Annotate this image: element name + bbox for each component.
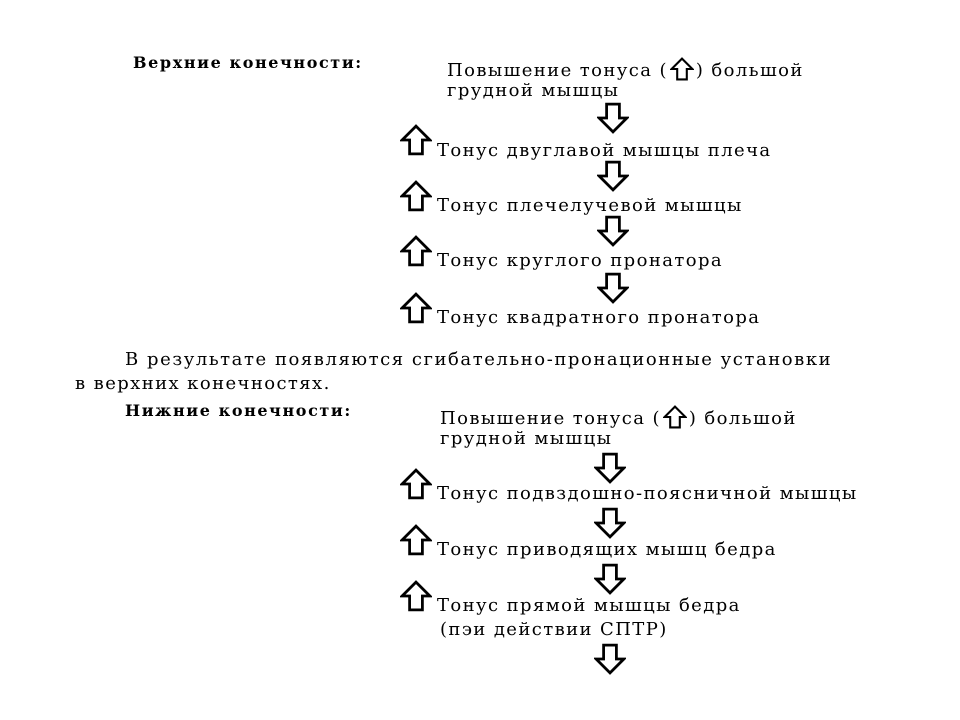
upper-step-4: Тонус квадратного пронатора (437, 307, 761, 328)
lower-cause-line1 (440, 404, 797, 430)
lower-step-1: Тонус подвздошно-поясничной мышцы (437, 483, 858, 504)
down-arrow-icon (594, 452, 626, 484)
lower-limbs-heading: Нижние конечности: (125, 401, 352, 420)
up-arrow-icon (400, 180, 432, 212)
down-arrow-icon (594, 563, 626, 595)
up-arrow-icon (400, 235, 432, 267)
down-arrow-icon (597, 272, 629, 304)
result-line2: в верхних конечностях. (75, 373, 331, 394)
result-line1: В результате появляются сгибательно-пронационные установки (125, 349, 833, 370)
upper-cause-text-a: Повышение тонуса ( (447, 60, 668, 81)
lower-cause-text-a: Повышение тонуса ( (440, 408, 661, 429)
lower-step-2: Тонус приводящих мышц бедра (437, 539, 777, 560)
lower-cause-text-b: ) большой (688, 408, 797, 429)
upper-step-1: Тонус двуглавой мышцы плеча (437, 140, 772, 161)
up-arrow-icon (670, 56, 694, 82)
lower-cause-line2: грудной мышцы (440, 428, 613, 449)
down-arrow-icon (597, 160, 629, 192)
up-arrow-icon (663, 404, 687, 430)
up-arrow-icon (400, 292, 432, 324)
down-arrow-icon (597, 102, 629, 134)
upper-cause-text-b: ) большой (695, 60, 804, 81)
up-arrow-icon (400, 124, 432, 156)
lower-step-3: Тонус прямой мышцы бедра (437, 595, 741, 616)
up-arrow-icon (400, 580, 432, 612)
up-arrow-icon (400, 468, 432, 500)
upper-step-3: Тонус круглого пронатора (437, 250, 724, 271)
upper-step-2: Тонус плечелучевой мышцы (437, 195, 743, 216)
upper-cause-line1 (447, 56, 804, 82)
lower-step-3-note: (пэи действии СПТР) (440, 619, 668, 640)
down-arrow-icon (597, 215, 629, 247)
down-arrow-icon (594, 507, 626, 539)
up-arrow-icon (400, 524, 432, 556)
upper-limbs-heading: Верхние конечности: (133, 53, 363, 72)
down-arrow-icon (594, 643, 626, 675)
upper-cause-line2: грудной мышцы (447, 80, 620, 101)
